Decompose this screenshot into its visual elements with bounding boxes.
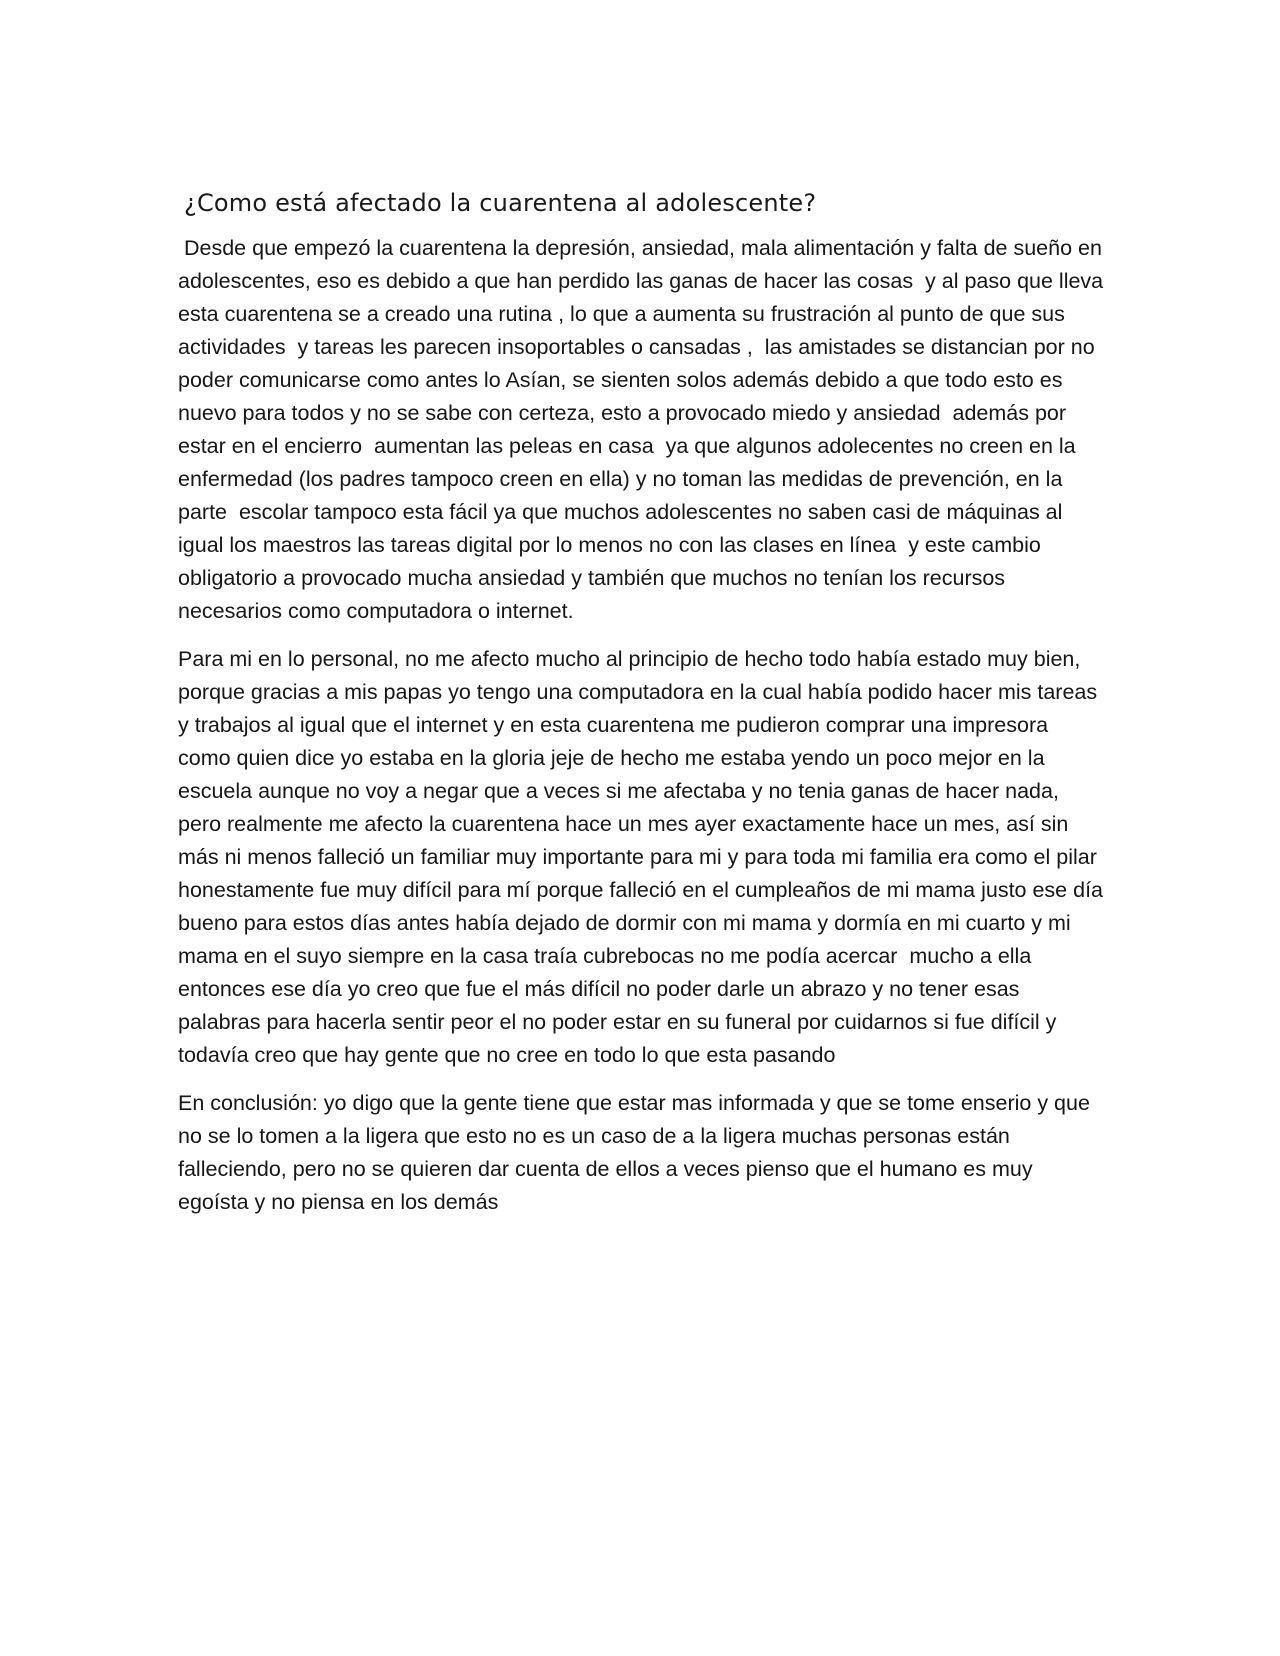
paragraph-conclusion: En conclusión: yo digo que la gente tiene que estar mas informada y que se tome enserio y que no se lo tomen a la ligera que esto no es un caso de a la ligera muchas personas están falleciendo, pero no se quieren dar cuenta de ellos a veces pienso que el humano es muy egoísta y no piensa en los demás [178, 1091, 1096, 1214]
paragraph-personal: Para mi en lo personal, no me afecto mucho al principio de hecho todo había estado muy bien, porque gracias a mis papas yo tengo una computadora en la cual había podido hacer mis tareas y trabajos al igual que el internet y en esta cuarentena me pudieron comprar una impresora como quien dice yo estaba en la gloria jeje de hecho me estaba yendo un poco mejor en la escuela aunque no voy a negar que a veces si me afectaba y no tenia ganas de hacer nada, pero realmente me afecto la cuarentena hace un mes ayer exactamente hace un mes, así sin más ni menos falleció un familiar muy importante para mi y para toda mi familia era como el pilar honestamente fue muy difícil para mí porque falleció en el cumpleaños de mi mama justo ese día bueno para estos días antes había dejado de dormir con mi mama y dormía en mi cuarto y mi mama en el suyo siempre en la casa traía cubrebocas no me podía acercar mucho a ella entonces ese día yo creo que fue el más difícil no poder darle un abrazo y no tener esas palabras para hacerla sentir peor el no poder estar en su funeral por cuidarnos si fue difícil y todavía creo que hay gente que no cree en todo lo que esta pasando [178, 647, 1109, 1067]
document-title: ¿Como está afectado la cuarentena al adolescente? [184, 189, 817, 217]
document-body [178, 188, 1110, 1234]
paragraph-intro: Desde que empezó la cuarentena la depresión, ansiedad, mala alimentación y falta de sueño en adolescentes, eso es debido a que han perdido las ganas de hacer las cosas y al paso que lleva esta cuarentena se a creado una rutina , lo que a aumenta su frustración al punto de que sus actividades y tareas les parecen insoportables o cansadas , las amistades se distancian por no poder comunicarse como antes lo Asían, se sienten solos además debido a que todo esto es nuevo para todos y no se sabe con certeza, esto a provocado miedo y ansiedad además por estar en el encierro aumentan las peleas en casa ya que algunos adolecentes no creen en la enfermedad (los padres tampoco creen en ella) y no toman las medidas de prevención, en la parte escolar tampoco esta fácil ya que muchos adolescentes no saben casi de máquinas al igual los maestros las tareas digital por lo menos no con las clases en línea y este cambio obligatorio a provocado mucha ansiedad y también que muchos no tenían los recursos necesarios como computadora o internet. [178, 236, 1110, 623]
